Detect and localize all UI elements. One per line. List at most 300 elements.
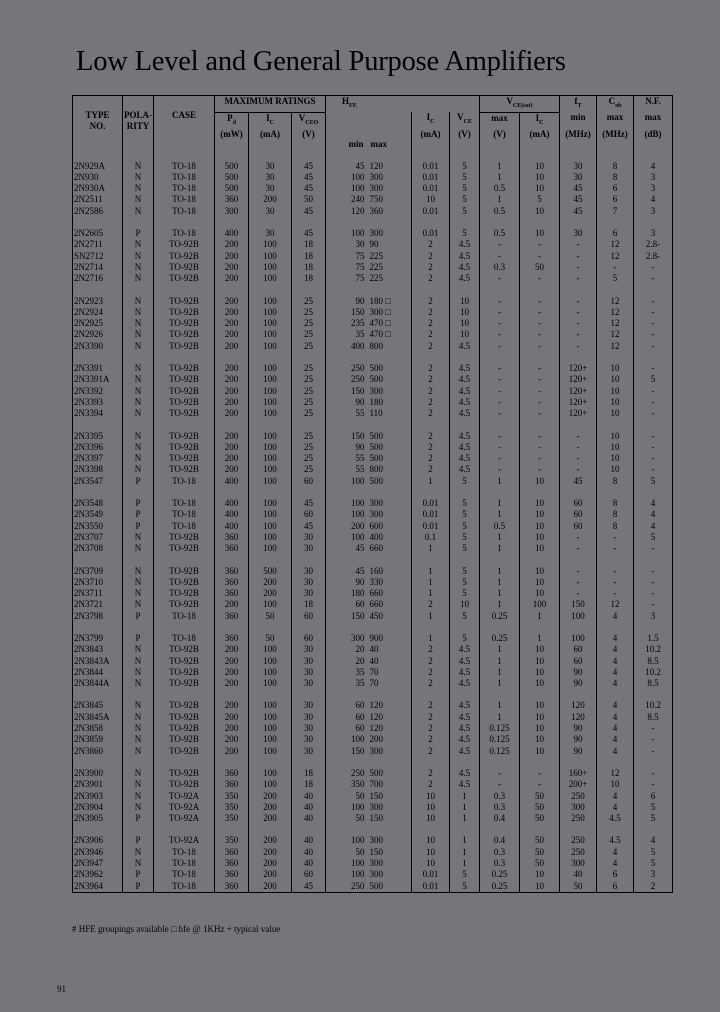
hfe-vce-cell: 4.5	[450, 273, 480, 284]
ft-cell: -	[560, 262, 597, 273]
vceo-cell: 25	[292, 318, 326, 329]
case-cell: TO-92B	[154, 442, 215, 453]
hfe-ic-cell: 2	[412, 329, 450, 340]
vcesat-cell: 1	[480, 644, 520, 655]
polarity-cell: N	[123, 746, 154, 757]
cob-cell: 8	[597, 521, 634, 532]
vcesat-ic-cell: -	[520, 453, 560, 464]
hfe-min-cell: 75	[326, 251, 368, 262]
table-body	[73, 161, 673, 893]
table-row	[73, 532, 673, 543]
vcesat-ic-cell: -	[520, 296, 560, 307]
spacer-cell	[368, 420, 412, 431]
polarity-cell: N	[123, 543, 154, 554]
spacer-cell	[634, 285, 673, 296]
spacer-cell	[480, 420, 520, 431]
case-cell: TO-92B	[154, 667, 215, 678]
cob-unit: (MHz)	[597, 129, 634, 161]
group-spacer	[73, 689, 673, 700]
vcesat-ic-cell: -	[520, 273, 560, 284]
case-cell: TO-92B	[154, 599, 215, 610]
hfe-ic-cell: 10	[412, 791, 450, 802]
ft-cell: 60	[560, 498, 597, 509]
hfe-min-cell: 30	[326, 239, 368, 250]
pd-unit: (mW)	[215, 129, 249, 161]
spacer-cell	[73, 487, 123, 498]
polarity-cell: N	[123, 161, 154, 172]
hfe-vce-cell: 4.5	[450, 408, 480, 419]
vcesat-ic-cell: 10	[520, 532, 560, 543]
hfe-ic-cell: 2	[412, 644, 450, 655]
vceo-cell: 25	[292, 296, 326, 307]
pd-cell: 360	[215, 566, 249, 577]
vcesat-cell: 0.3	[480, 847, 520, 858]
spacer-cell	[123, 285, 154, 296]
spacer-cell	[412, 622, 450, 633]
hfe-max-cell: 300 □	[369, 306, 391, 317]
ft-cell: 120+	[560, 374, 597, 385]
type-cell: 2N3395	[73, 431, 123, 442]
ft-cell: 60	[560, 509, 597, 520]
spacer-cell	[368, 487, 412, 498]
ic-cell: 100	[249, 734, 292, 745]
vceo-cell: 60	[292, 476, 326, 487]
hfe-max-cell: 750	[369, 194, 384, 205]
hfe-min-cell: 90	[326, 577, 368, 588]
case-cell: TO-18	[154, 611, 215, 622]
polarity-cell: N	[123, 329, 154, 340]
ic-cell: 200	[249, 847, 292, 858]
hfe-ic-cell: 10	[412, 835, 450, 846]
vceo-cell: 45	[292, 206, 326, 217]
spacer-cell	[520, 420, 560, 431]
hfe-min-cell: 100	[326, 172, 368, 183]
vceo-cell: 45	[292, 161, 326, 172]
spacer-cell	[368, 555, 412, 566]
spacer-cell	[520, 555, 560, 566]
case-cell: TO-18	[154, 509, 215, 520]
nf-cell: 2	[634, 881, 673, 893]
cob-cell: 10	[597, 431, 634, 442]
hfe-min-cell: 100	[326, 858, 368, 869]
case-cell: TO-18	[154, 521, 215, 532]
case-cell: TO-92B	[154, 431, 215, 442]
hfe-vce-cell: 4.5	[450, 768, 480, 779]
vcesat-cell: 1	[480, 678, 520, 689]
hfe-min-cell: 60	[326, 723, 368, 734]
hfe-min-cell: 100	[326, 734, 368, 745]
vcesat-cell: 0.3	[480, 858, 520, 869]
hfe-vce-cell: 4.5	[450, 374, 480, 385]
vcesat-cell: -	[480, 307, 520, 318]
case-cell: TO-92B	[154, 363, 215, 374]
spacer-cell	[73, 555, 123, 566]
spacer-cell	[215, 285, 249, 296]
ft-cell: -	[560, 442, 597, 453]
type-cell: 2N3707	[73, 532, 123, 543]
type-cell: 2N2714	[73, 262, 123, 273]
spacer-cell	[249, 217, 292, 228]
vcesat-cell: -	[480, 768, 520, 779]
hfe-ic-cell: 2	[412, 678, 450, 689]
group-spacer	[73, 622, 673, 633]
pd-cell: 360	[215, 611, 249, 622]
hfe-min-cell: 150	[326, 746, 368, 757]
cob-cell: 10	[597, 442, 634, 453]
hfe-ic-cell: 2	[412, 667, 450, 678]
vceo-cell: 40	[292, 835, 326, 846]
vcesat-ic-cell: 10	[520, 228, 560, 239]
hfe-max-cell: 120	[369, 723, 384, 734]
nf-cell: 3	[634, 228, 673, 239]
nf-cell: 10.2	[634, 644, 673, 655]
hfe-ic-cell: 2	[412, 779, 450, 790]
polarity-cell: N	[123, 656, 154, 667]
type-cell: SN2712	[73, 251, 123, 262]
ft-cell: -	[560, 566, 597, 577]
vcesat-ic-cell: 10	[520, 206, 560, 217]
hfe-vce-cell: 10	[450, 307, 480, 318]
nf-cell: 3	[634, 869, 673, 880]
spacer-cell	[560, 352, 597, 363]
hfe-ic-cell: 1	[412, 588, 450, 599]
ft-cell: 90	[560, 734, 597, 745]
hfe-max-cell: 70	[369, 678, 379, 689]
polarity-cell: N	[123, 779, 154, 790]
spacer-cell	[73, 217, 123, 228]
ic-cell: 100	[249, 239, 292, 250]
type-cell: 2N2925	[73, 318, 123, 329]
spacer-cell	[123, 622, 154, 633]
hfe-ic-cell: 10	[412, 813, 450, 824]
nf-cell: -	[634, 329, 673, 340]
polarity-cell: N	[123, 296, 154, 307]
hfe-min-cell: 60	[326, 599, 368, 610]
pd-cell: 400	[215, 521, 249, 532]
pd-cell: 200	[215, 273, 249, 284]
polarity-cell: P	[123, 521, 154, 532]
hfe-min-header: min	[326, 129, 368, 161]
vcesat-ic-cell: 10	[520, 881, 560, 893]
spacer-cell	[480, 285, 520, 296]
spacer-cell	[450, 217, 480, 228]
hfe-max-cell: 150	[369, 790, 384, 801]
polarity-cell: N	[123, 374, 154, 385]
cob-cell: 6	[597, 194, 634, 205]
hfe-max-cell: 660	[369, 599, 384, 610]
spacer-cell	[326, 352, 368, 363]
vcesat-cell: -	[480, 363, 520, 374]
hfe-ic-cell: 0.01	[412, 183, 450, 194]
spacer-cell	[326, 757, 368, 768]
vceo-cell: 30	[292, 723, 326, 734]
nf-cell: 3	[634, 183, 673, 194]
spacer-cell	[73, 352, 123, 363]
vceo-cell: 40	[292, 847, 326, 858]
hfe-max-cell: 300	[369, 498, 384, 509]
vcesat-cell: 0.5	[480, 521, 520, 532]
spacer-cell	[412, 217, 450, 228]
table-row	[73, 161, 673, 172]
hfe-ic-cell: 2	[412, 262, 450, 273]
vcesat-ic-cell: 10	[520, 566, 560, 577]
spacer-cell	[249, 757, 292, 768]
type-cell: 2N3550	[73, 521, 123, 532]
hfe-ic-cell: 2	[412, 723, 450, 734]
pd-cell: 200	[215, 700, 249, 711]
hfe-min-cell: 150	[326, 307, 368, 318]
hfe-vce-cell: 4.5	[450, 386, 480, 397]
nf-cell: 5	[634, 802, 673, 813]
type-cell: 2N3398	[73, 464, 123, 475]
nf-header: N.F.	[634, 96, 673, 113]
nf-cell: 3	[634, 172, 673, 183]
ft-cell: -	[560, 296, 597, 307]
ft-cell: -	[560, 341, 597, 352]
pd-cell: 200	[215, 397, 249, 408]
vcesat-ic-cell: 50	[520, 847, 560, 858]
vcesat-ic-cell: 10	[520, 746, 560, 757]
ic-cell: 100	[249, 453, 292, 464]
table-row	[73, 588, 673, 599]
spacer-cell	[560, 487, 597, 498]
hfe-vce-cell: 10	[450, 318, 480, 329]
spacer-cell	[215, 622, 249, 633]
vcesat-ic-cell: 10	[520, 644, 560, 655]
ft-cell: 250	[560, 813, 597, 824]
type-cell: 2N3710	[73, 577, 123, 588]
nf-cell: -	[634, 341, 673, 352]
hfe-min-cell: 20	[326, 656, 368, 667]
vceo-cell: 25	[292, 453, 326, 464]
spacer-cell	[480, 555, 520, 566]
hfe-min-cell: 250	[326, 374, 368, 385]
nf-cell: 10.2	[634, 667, 673, 678]
spacer-cell	[326, 487, 368, 498]
case-cell: TO-92B	[154, 341, 215, 352]
spacer-cell	[215, 757, 249, 768]
ic-cell: 100	[249, 442, 292, 453]
hfe-min-cell: 50	[326, 813, 368, 824]
hfe-min-cell: 35	[326, 678, 368, 689]
hfe-vce-cell: 5	[450, 194, 480, 205]
spacer-cell	[249, 824, 292, 835]
spacer-cell	[292, 689, 326, 700]
hfe-ic-cell: 2	[412, 746, 450, 757]
spacer-cell	[560, 285, 597, 296]
spacer-cell	[412, 555, 450, 566]
vceo-cell: 30	[292, 543, 326, 554]
vceo-cell: 60	[292, 611, 326, 622]
type-cell: 2N3548	[73, 498, 123, 509]
spacer-cell	[412, 420, 450, 431]
hfe-max-cell: 70	[369, 666, 379, 677]
vcesat-ic-cell: 10	[520, 700, 560, 711]
vceo-cell: 18	[292, 779, 326, 790]
hfe-vce-cell: 5	[450, 577, 480, 588]
cob-cell: 7	[597, 206, 634, 217]
vceo-cell: 25	[292, 386, 326, 397]
vceo-cell: 18	[292, 262, 326, 273]
hfe-vce-cell: 4.5	[450, 746, 480, 757]
hfe-max-cell: 360	[369, 205, 384, 216]
type-cell: 2N3798	[73, 611, 123, 622]
vcesat-ic-cell: 10	[520, 521, 560, 532]
hfe-max-cell: 150	[369, 813, 384, 824]
case-cell: TO-18	[154, 847, 215, 858]
ft-cell: 60	[560, 656, 597, 667]
vceo-cell: 45	[292, 228, 326, 239]
ic-unit: (mA)	[249, 129, 292, 161]
case-cell: TO-92B	[154, 746, 215, 757]
vcesat-ic-cell: 50	[520, 835, 560, 846]
spacer-cell	[292, 487, 326, 498]
hfe-vce-cell: 1	[450, 791, 480, 802]
hfe-min-cell: 50	[326, 791, 368, 802]
vceo-cell: 18	[292, 251, 326, 262]
vcesat-cell: 0.5	[480, 228, 520, 239]
case-cell: TO-92B	[154, 656, 215, 667]
cob-cell: 12	[597, 239, 634, 250]
ic-cell: 100	[249, 318, 292, 329]
polarity-cell: N	[123, 307, 154, 318]
cob-cell: 4	[597, 678, 634, 689]
pd-cell: 200	[215, 464, 249, 475]
ic-cell: 100	[249, 397, 292, 408]
pd-cell: 400	[215, 509, 249, 520]
cob-cell: -	[597, 262, 634, 273]
spacer-cell	[634, 824, 673, 835]
spacer-cell	[597, 420, 634, 431]
ft-cell: -	[560, 251, 597, 262]
type-cell: 2N3904	[73, 802, 123, 813]
vcesat-ic-cell: -	[520, 768, 560, 779]
hfe-ic-cell: 2	[412, 442, 450, 453]
vcesat-cell: 1	[480, 194, 520, 205]
ft-header: $f_T$	[560, 96, 597, 113]
pd-cell: 350	[215, 802, 249, 813]
ic-cell: 200	[249, 802, 292, 813]
table-row	[73, 667, 673, 678]
vceo-cell: 30	[292, 734, 326, 745]
vcesat-cell: 0.25	[480, 881, 520, 893]
table-row	[73, 194, 673, 205]
nf-cell: 4	[634, 161, 673, 172]
group-spacer	[73, 285, 673, 296]
hfe-vce-cell: 10	[450, 296, 480, 307]
ic-cell: 100	[249, 363, 292, 374]
nf-cell: -	[634, 397, 673, 408]
nf-cell: -	[634, 273, 673, 284]
spacer-cell	[520, 689, 560, 700]
cob-cell: 10	[597, 464, 634, 475]
vcesat-ic-cell: 10	[520, 476, 560, 487]
vcesat-ic-cell: 10	[520, 161, 560, 172]
hfe-ic-cell: 0.01	[412, 498, 450, 509]
spacer-cell	[154, 487, 215, 498]
spacer-cell	[154, 689, 215, 700]
hfe-vce-cell: 5	[450, 869, 480, 880]
ft-cell: 150	[560, 599, 597, 610]
spacer-cell	[292, 217, 326, 228]
table-row	[73, 262, 673, 273]
ic-cell: 100	[249, 476, 292, 487]
case-cell: TO-18	[154, 498, 215, 509]
polarity-cell: N	[123, 397, 154, 408]
ft-cell: 90	[560, 746, 597, 757]
polarity-cell: P	[123, 509, 154, 520]
pd-cell: 360	[215, 532, 249, 543]
table-row	[73, 476, 673, 487]
vcesat-ic-cell: -	[520, 363, 560, 374]
vcesat-cell: -	[480, 464, 520, 475]
page-title: Low Level and General Purpose Amplifiers	[76, 46, 566, 77]
ic-cell: 30	[249, 161, 292, 172]
table-row	[73, 228, 673, 239]
vceo-cell: 45	[292, 172, 326, 183]
vcesat-cell: -	[480, 397, 520, 408]
vceo-cell: 30	[292, 577, 326, 588]
vcesat-ic-cell: 5	[520, 194, 560, 205]
nf-cell: -	[634, 431, 673, 442]
table-row	[73, 599, 673, 610]
cob-cell: 12	[597, 329, 634, 340]
ic-cell: 100	[249, 262, 292, 273]
spacer-cell	[154, 285, 215, 296]
polarity-cell: N	[123, 644, 154, 655]
spacer-cell	[450, 757, 480, 768]
ic-cell: 100	[249, 532, 292, 543]
spacer-cell	[597, 555, 634, 566]
cob-cell: 8	[597, 509, 634, 520]
ft-cell: 100	[560, 611, 597, 622]
ic-cell: 100	[249, 374, 292, 385]
ft-min-header: min	[560, 112, 597, 128]
table-row	[73, 633, 673, 644]
polarity-cell: N	[123, 453, 154, 464]
ic-cell: 30	[249, 172, 292, 183]
vcesat-ic-cell: -	[520, 239, 560, 250]
table-row	[73, 363, 673, 374]
case-cell: TO-18	[154, 194, 215, 205]
case-cell: TO-92B	[154, 734, 215, 745]
hfe-ic-cell: 2	[412, 768, 450, 779]
ft-cell: 90	[560, 667, 597, 678]
table-row	[73, 712, 673, 723]
polarity-cell: N	[123, 802, 154, 813]
hfe-max-cell: 800	[369, 464, 384, 475]
hfe-max-cell: 300	[369, 801, 384, 812]
hfe-min-cell: 45	[326, 543, 368, 554]
polarity-cell: N	[123, 532, 154, 543]
spacer-cell	[412, 757, 450, 768]
hfe-vce-cell: 1	[450, 802, 480, 813]
table-row	[73, 577, 673, 588]
cob-cell: 4	[597, 667, 634, 678]
ic-cell: 200	[249, 588, 292, 599]
hfe-min-cell: 250	[326, 881, 368, 893]
hfe-max-cell: 500	[369, 475, 384, 486]
vcesat-header: $V_{CE(sat)}$	[480, 96, 560, 113]
footnote: # HFE groupings available □ hfe @ 1KHz + typical value	[72, 924, 281, 934]
spacer-cell	[520, 487, 560, 498]
spacer-cell	[597, 689, 634, 700]
ic-cell: 100	[249, 599, 292, 610]
hfe-min-cell: 90	[326, 442, 368, 453]
spacer-cell	[450, 824, 480, 835]
cob-cell: 10	[597, 363, 634, 374]
hfe-max-header: max	[370, 138, 388, 149]
